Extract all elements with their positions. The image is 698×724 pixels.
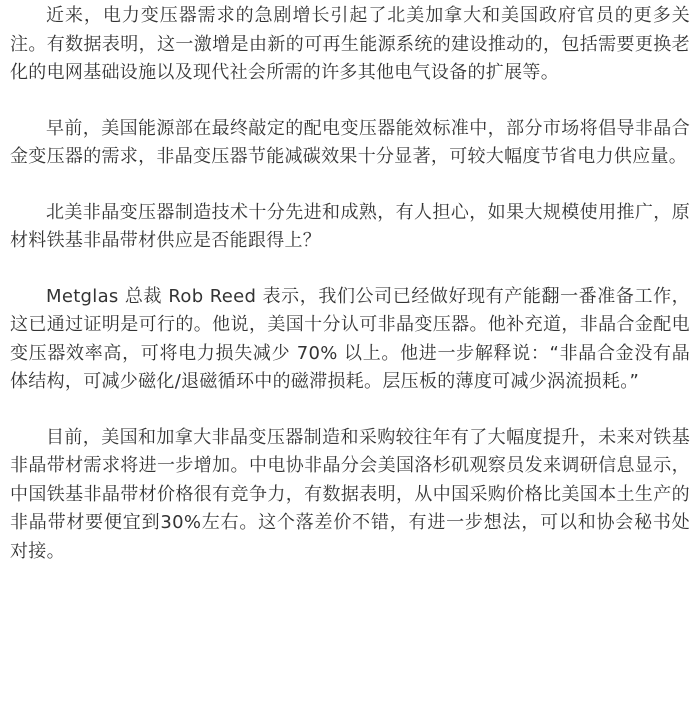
paragraph-doe-standard: 早前，美国能源部在最终敲定的配电变压器能效标准中，部分市场将倡导非晶合金变压器的需求，非晶变压器节能减碳效果十分显著，可较大幅度节省电力供应量。: [10, 117, 690, 167]
paragraph-demand-growth: 近来，电力变压器需求的急剧增长引起了北美加拿大和美国政府官员的更多关注。有数据表明，这一激增是由新的可再生能源系统的建设推动的，包括需要更换老化的电网基础设施以及现代社会所需的许多其他电气设备的扩展等。: [10, 5, 690, 83]
paragraph-metglas-statement: Metglas 总裁 Rob Reed 表示，我们公司已经做好现有产能翻一番准备工作，这已通过证明是可行的。他说，美国十分认可非晶变压器。他补充道，非晶合金配电变压器效率高，可将电力损失减少 70% 以上。他进一步解释说：“非晶合金没有晶体结构，可减少磁化/退磁循环中的磁滞损耗。层压板的薄度可减少涡流损耗。”: [10, 285, 690, 392]
paragraph-supply-concern: 北美非晶变压器制造技术十分先进和成熟，有人担心，如果大规模使用推广，原材料铁基非晶带材供应是否能跟得上？: [10, 201, 690, 251]
article-body: [10, 0, 690, 566]
paragraph-market-outlook: 目前，美国和加拿大非晶变压器制造和采购较往年有了大幅度提升，未来对铁基非晶带材需求将进一步增加。中电协非晶分会美国洛杉矶观察员发来调研信息显示，中国铁基非晶带材价格很有竞争力，有数据表明，从中国采购价格比美国本土生产的非晶带材要便宜到30%左右。这个落差价不错，有进一步想法，可以和协会秘书处对接。: [10, 426, 690, 562]
